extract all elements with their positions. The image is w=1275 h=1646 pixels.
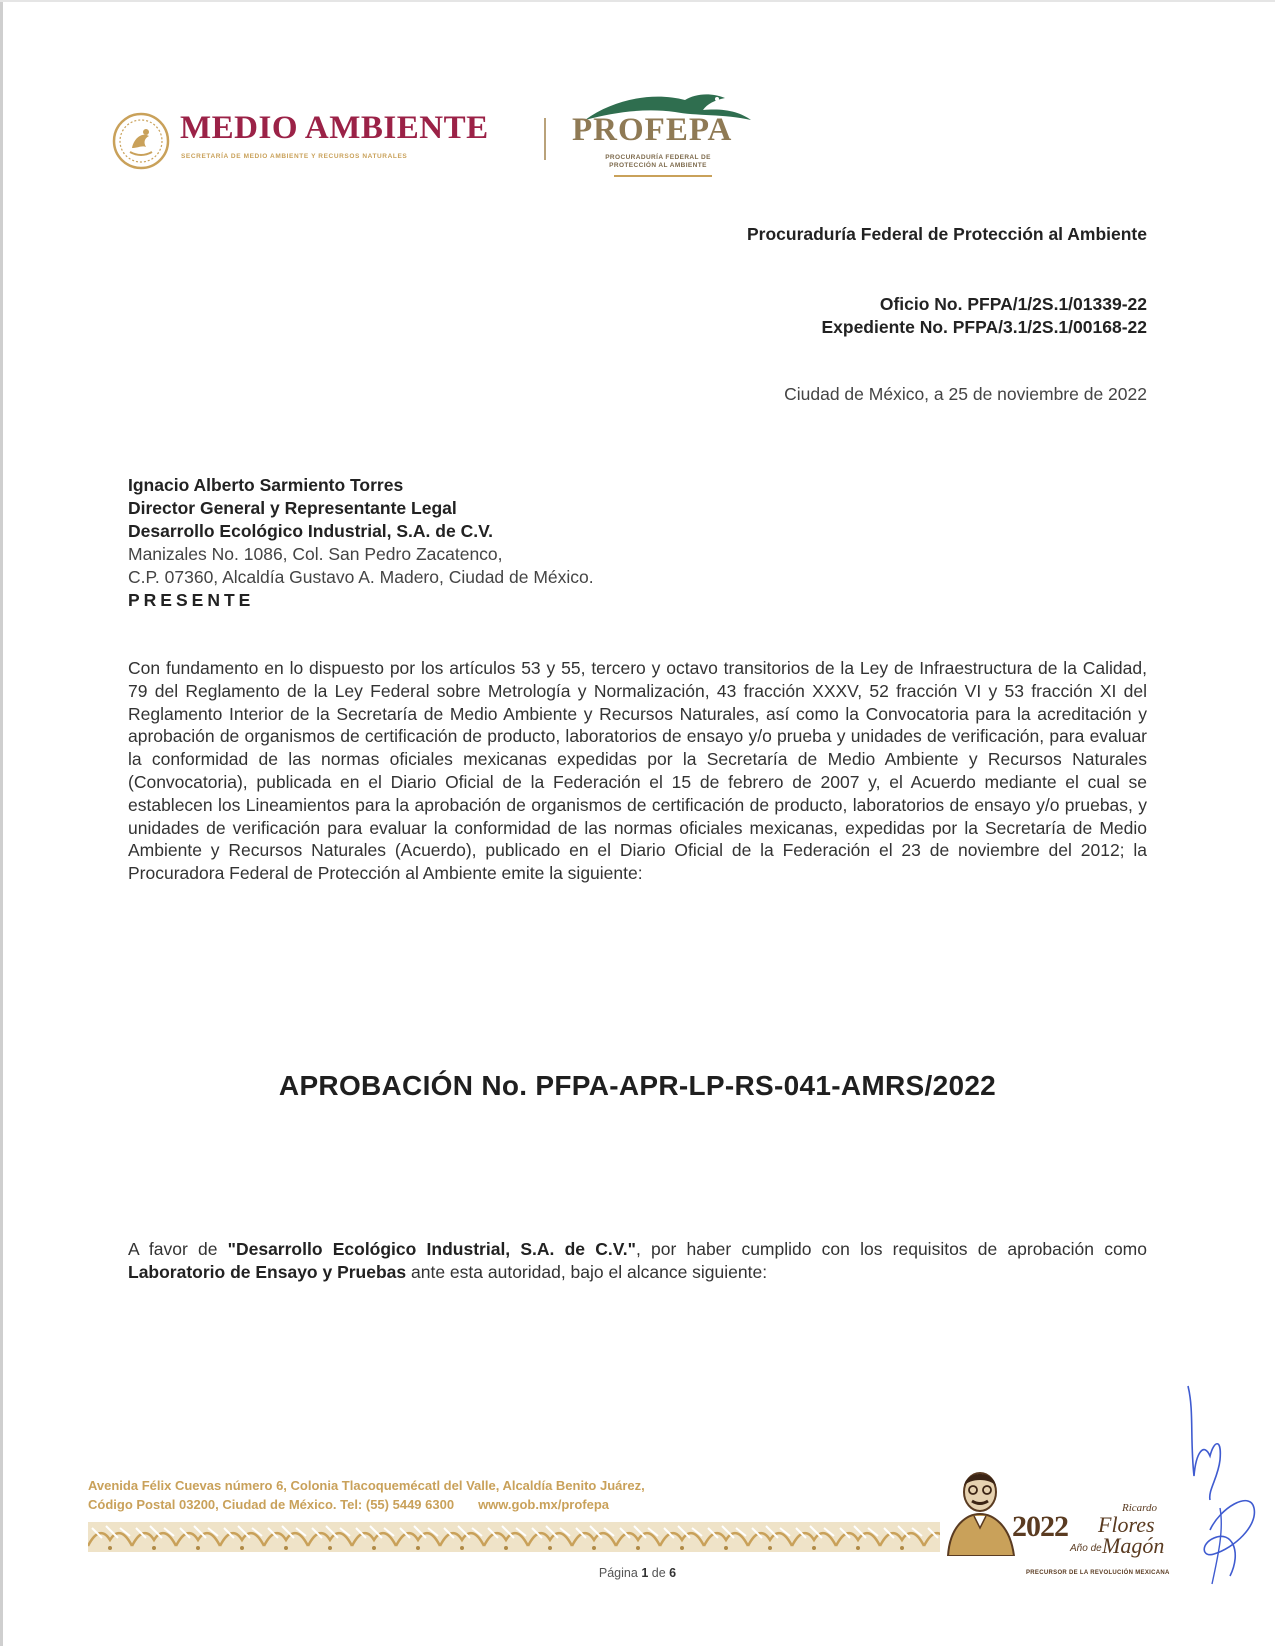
footer-ornamental-band <box>88 1522 958 1552</box>
profepa-subtitle <box>588 154 728 170</box>
addressee-name: Ignacio Alberto Sarmiento Torres <box>128 475 404 495</box>
reference-numbers <box>821 293 1147 339</box>
profepa-subtitle-line2: PROTECCIÓN AL AMBIENTE <box>609 162 707 169</box>
footer-address-line2: Código Postal 03200, Ciudad de México. Tel: (55) 5449 6300 <box>88 1497 455 1512</box>
footer-address-line1: Avenida Félix Cuevas número 6, Colonia Tlacoquemécatl del Valle, Alcaldía Benito Juárez, <box>88 1478 645 1493</box>
addressee-block <box>128 474 594 612</box>
profepa-subtitle-line1: PROCURADURÍA FEDERAL DE <box>605 154 711 161</box>
addressee-address-line1: Manizales No. 1086, Col. San Pedro Zacatenco, <box>128 544 503 564</box>
anniversary-ano-de: Año de <box>1070 1543 1102 1554</box>
logo-separator <box>544 118 546 160</box>
approval-text-part2: , por haber cumplido con los requisitos de aprobación como <box>635 1239 1147 1259</box>
page-current: 1 <box>641 1566 649 1580</box>
legal-basis-paragraph: Con fundamento en lo dispuesto por los artículos 53 y 55, tercero y octavo transitorios de la Ley de Infraestructura de la Calidad, 79 del Reglamento de la Ley Federal sobre Metrología y Normalización, 43 fracción XXXV, 52 fracción VI y 53 fracción XI del Reglamento Interior de la Secretaría de Medio Ambiente y Recursos Naturales, así como la Convocatoria para la acreditación y aprobación de organismos de certificación de producto, laboratorios de ensayo y/o prueba y unidades de verificación, para evaluar la conformidad de las normas oficiales mexicanas expedidas por la Secretaría de Medio Ambiente y Recursos Naturales (Convocatoria), publicada en el Diario Oficial de la Federación el 15 de febrero de 2007 y, el Acuerdo mediante el cual se establecen los Lineamientos para la aprobación de organismos de certificación de producto, laboratorios de ensayo y/o pruebas, y unidades de verificación para evaluar la conformidad de las normas oficiales mexicanas, expedidas por la Secretaría de Medio Ambiente y Recursos Naturales (Acuerdo), publicado en el Diario Oficial de la Federación el 23 de noviembre del 2012; la Procuradora Federal de Protección al Ambiente emite la siguiente: <box>128 658 1147 884</box>
anniversary-ricardo: Ricardo <box>1122 1502 1158 1514</box>
addressee-title: Director General y Representante Legal <box>128 498 457 518</box>
approval-text-part3: ante esta autoridad, bajo el alcance siguiente: <box>406 1261 768 1282</box>
dateline: Ciudad de México, a 25 de noviembre de 2022 <box>784 384 1147 404</box>
handwritten-signature <box>1180 1380 1270 1590</box>
page-prefix: Página <box>598 1566 638 1580</box>
approval-lab-type: Laboratorio de Ensayo y Pruebas <box>128 1261 407 1282</box>
anniversary-tagline: PRECURSOR DE LA REVOLUCIÓN MEXICANA <box>1026 1570 1170 1576</box>
oficio-number: Oficio No. PFPA/1/2S.1/01339-22 <box>879 294 1147 314</box>
scan-edge-top <box>0 0 1275 2</box>
agency-name: Procuraduría Federal de Protección al Ambiente <box>746 224 1147 244</box>
anniversary-flores: Flores <box>1098 1512 1155 1537</box>
approval-company: "Desarrollo Ecológico Industrial, S.A. de C.V." <box>227 1239 636 1259</box>
scan-edge-left <box>0 0 3 1646</box>
profepa-underline <box>614 175 712 177</box>
page-of: de <box>651 1566 666 1580</box>
semarnat-subtitle: SECRETARÍA DE MEDIO AMBIENTE Y RECURSOS NATURALES <box>181 153 408 160</box>
page-total: 6 <box>669 1566 677 1580</box>
addressee-company: Desarrollo Ecológico Industrial, S.A. de C.V. <box>128 521 493 541</box>
footer-address <box>88 1476 645 1514</box>
footer-website-link[interactable]: www.gob.mx/profepa <box>478 1497 610 1512</box>
approval-text-part1: A favor de <box>128 1239 228 1259</box>
medio-ambiente-title: MEDIO AMBIENTE <box>180 110 489 146</box>
addressee-address-line2: C.P. 07360, Alcaldía Gustavo A. Madero, Ciudad de México. <box>128 567 594 587</box>
approval-paragraph <box>128 1238 1147 1284</box>
mexico-coat-of-arms-seal <box>112 112 170 170</box>
approval-title: APROBACIÓN No. PFPA-APR-LP-RS-041-AMRS/2022 <box>278 1070 997 1101</box>
flores-magon-portrait-icon <box>940 1466 1020 1556</box>
anniversary-year: 2022 <box>1012 1510 1068 1543</box>
expediente-number: Expediente No. PFPA/3.1/2S.1/00168-22 <box>821 317 1147 337</box>
anniversary-magon: Magón <box>1102 1533 1165 1558</box>
profepa-title: PROFEPA <box>572 112 733 148</box>
presente-label: PRESENTE <box>128 590 255 610</box>
